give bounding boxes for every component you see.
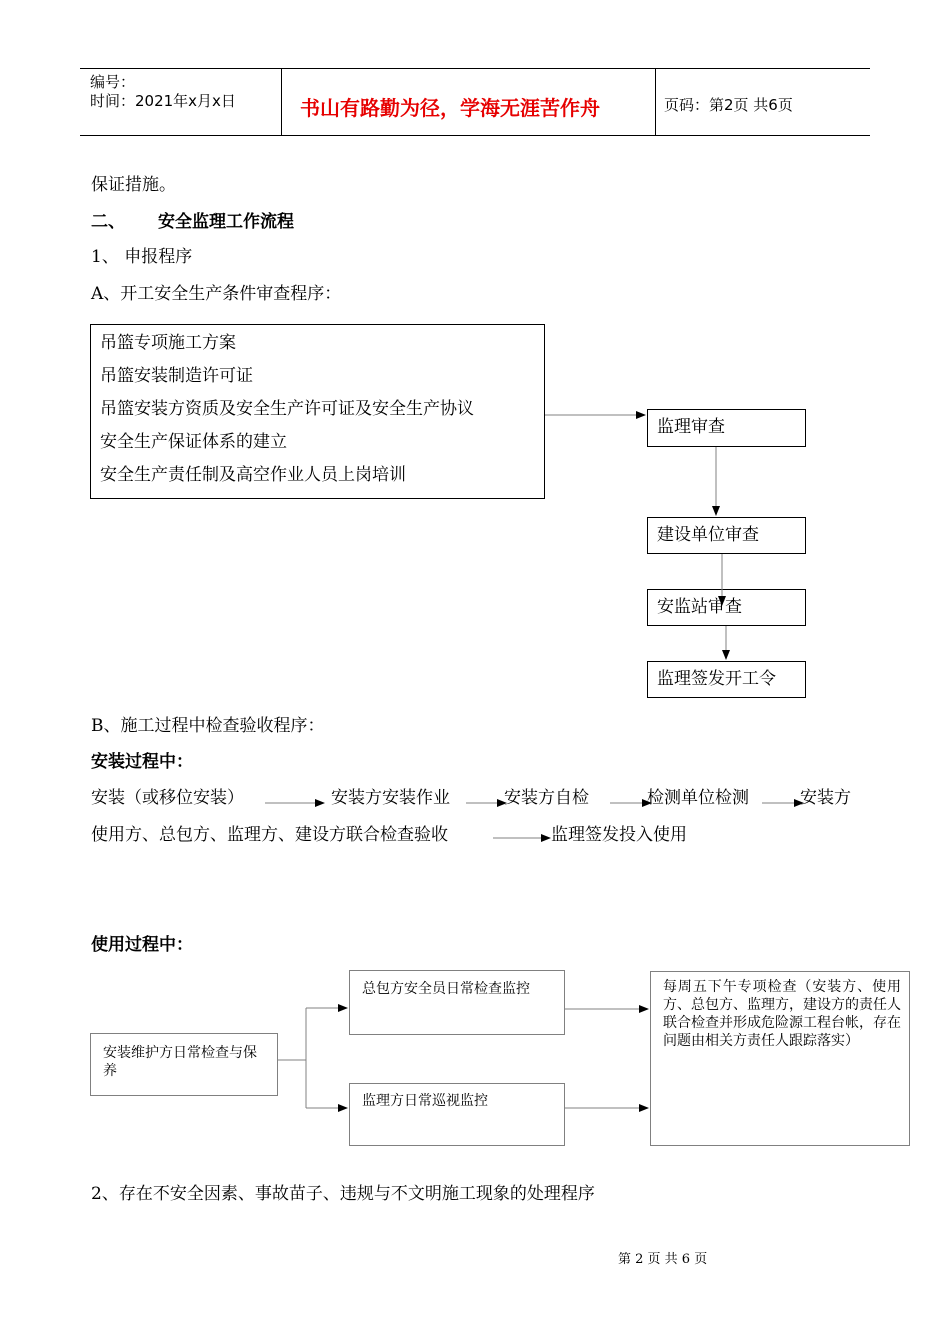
body-line-1: 保证措施。 [91,175,176,195]
box-maintenance-text: 安装维护方日常检查与保养 [103,1045,257,1079]
doc-item: 吊篮安装制造许可证 [100,366,253,386]
doc-item: 吊篮安装方资质及安全生产许可证及安全生产协议 [100,399,474,419]
header-motto: 书山有路勤为径，学海无涯苦作舟 [300,96,600,120]
item-2-heading: 2、存在不安全因素、事故苗子、违规与不文明施工现象的处理程序 [91,1184,595,1204]
install-heading: 安装过程中： [91,752,193,772]
item-1-heading: 1、 申报程序 [91,247,193,267]
sub-a-heading: A、开工安全生产条件审查程序： [91,284,342,304]
install-step: 安装（或移位安装） [91,788,244,808]
header-page-label: 页码：第2页 共6页 [664,96,793,114]
install-step: 检测单位检测 [647,788,749,808]
header-time-label: 时间：2021年x月x日 [90,92,236,110]
box-supervisor-patrol-text: 监理方日常巡视监控 [362,1093,488,1109]
install-step: 安装方 [800,788,851,808]
section-number: 二、 [91,212,125,232]
doc-item: 安全生产保证体系的建立 [100,432,287,452]
install-step: 使用方、总包方、监理方、建设方联合检查验收 [91,825,448,845]
step-label: 监理签发开工令 [657,669,776,689]
section-title: 安全监理工作流程 [158,212,294,232]
step-label: 监理审查 [657,417,725,437]
install-step: 安装方安装作业 [331,788,450,808]
step-label: 建设单位审查 [657,525,759,545]
footer-page-number: 第 2 页 共 6 页 [618,1252,708,1267]
doc-item: 安全生产责任制及高空作业人员上岗培训 [100,465,406,485]
install-step: 监理签发投入使用 [551,825,687,845]
box-weekly-inspection-text: 每周五下午专项检查（安装方、使用方、总包方、监理方，建设方的责任人联合检查并形成危险源工程台帐，存在问题由相关方责任人跟踪落实） [663,979,901,1049]
use-heading: 使用过程中： [91,935,193,955]
header-number-label: 编号： [90,73,136,91]
install-step: 安装方自检 [504,788,589,808]
step-label: 安监站审查 [657,597,742,617]
box-gc-safety-text: 总包方安全员日常检查监控 [362,981,530,997]
sub-b-heading: B、施工过程中检查验收程序： [91,716,325,736]
doc-item: 吊篮专项施工方案 [100,333,236,353]
